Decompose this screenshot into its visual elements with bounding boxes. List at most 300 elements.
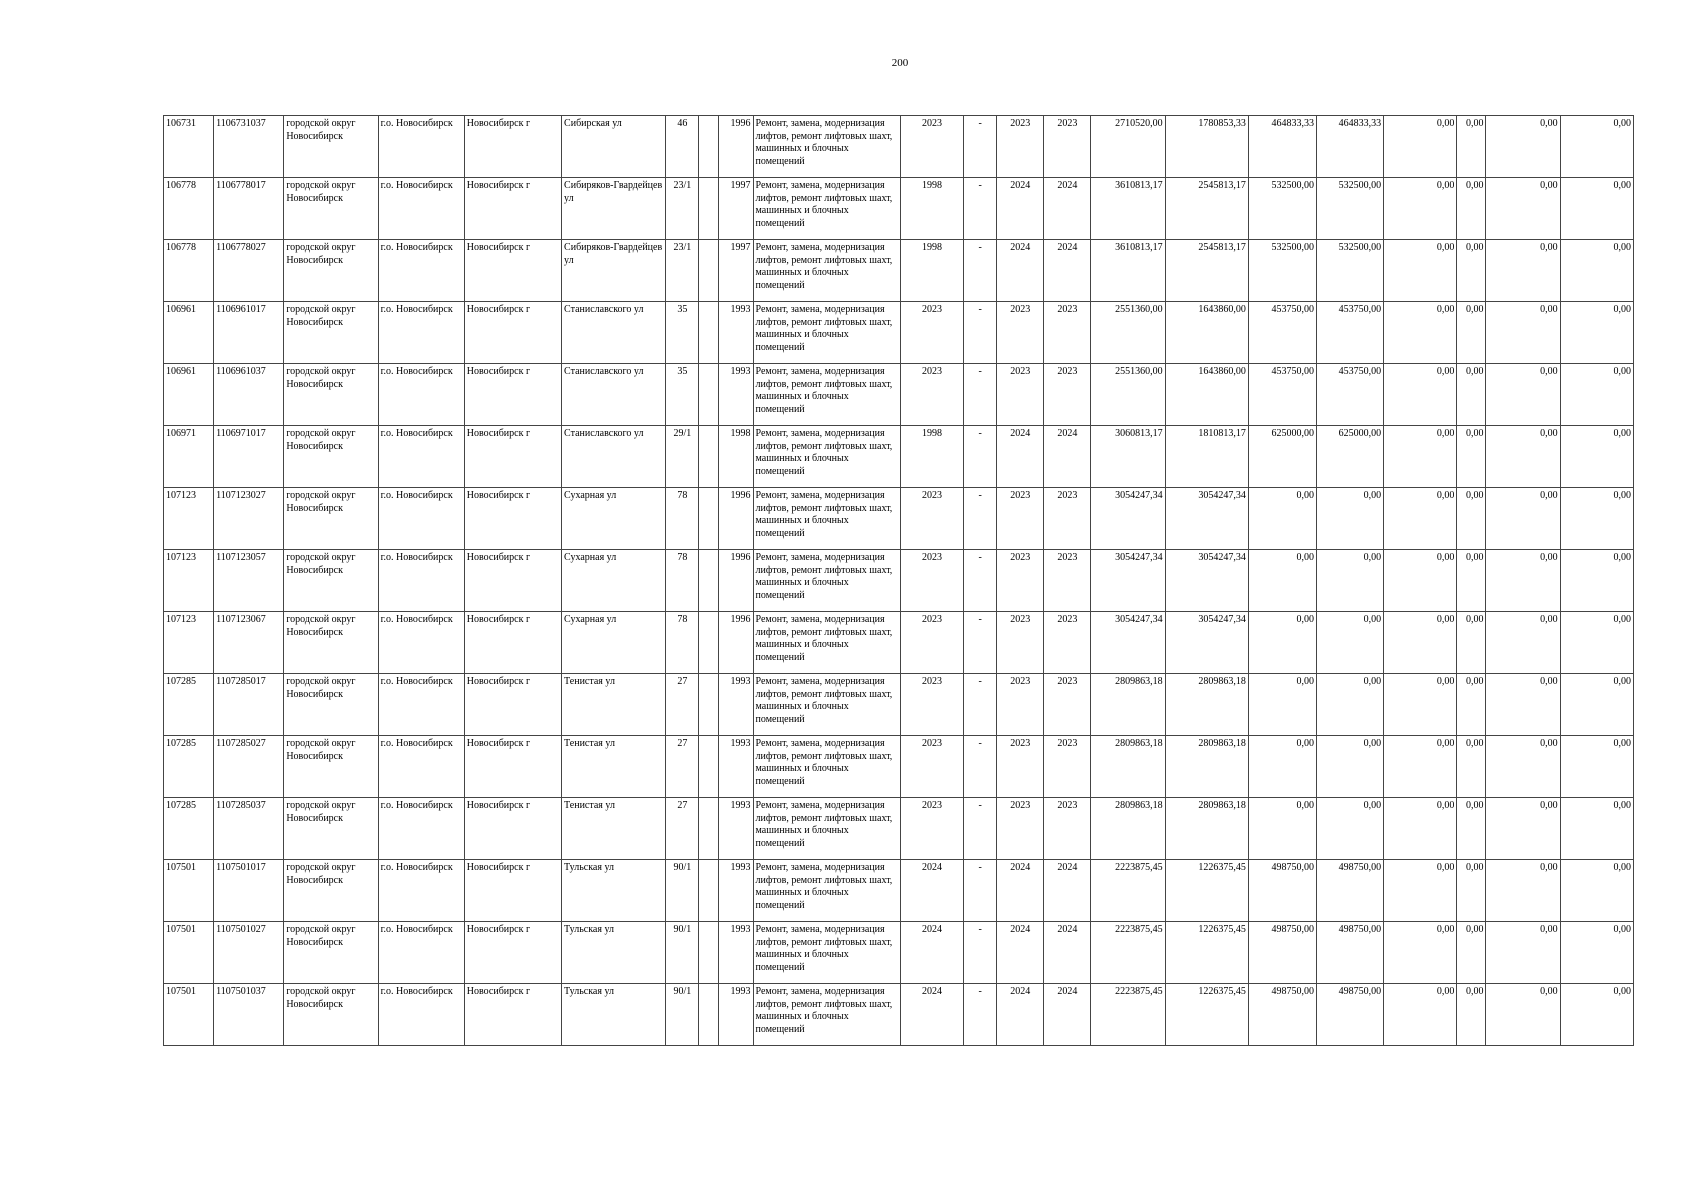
year-built-cell: 1993 (719, 302, 753, 364)
dash-cell: - (964, 922, 997, 984)
budget-cost-cell: 0,00 (1248, 798, 1316, 860)
house-id-cell: 106731 (164, 116, 214, 178)
work-type-cell: Ремонт, замена, модернизация лифтов, ремонт лифтовых шахт, машинных и блочных помещений (753, 922, 900, 984)
house-id-cell: 106778 (164, 178, 214, 240)
plan-year-cell: 2023 (1044, 364, 1091, 426)
table-body (164, 116, 1634, 1046)
municipality-cell: городской округ Новосибирск (284, 860, 378, 922)
local-budget-cell: 0,00 (1384, 736, 1457, 798)
plan-year-cell: 2023 (1044, 674, 1091, 736)
total-cost-cell: 2551360,00 (1091, 302, 1165, 364)
budget-subsidy-cell: 532500,00 (1317, 178, 1384, 240)
plan-year-cell: 2023 (1044, 798, 1091, 860)
fund-cost-cell: 2809863,18 (1165, 798, 1248, 860)
table-row (164, 984, 1634, 1046)
street-cell: Тенистая ул (562, 674, 666, 736)
work-type-cell: Ремонт, замена, модернизация лифтов, ремонт лифтовых шахт, машинных и блочных помещений (753, 364, 900, 426)
extra-funds-cell: 0,00 (1560, 364, 1633, 426)
dash-cell: - (964, 984, 997, 1046)
work-type-cell: Ремонт, замена, модернизация лифтов, ремонт лифтовых шахт, машинных и блочных помещений (753, 674, 900, 736)
municipality-cell: городской округ Новосибирск (284, 550, 378, 612)
budget-cost-cell: 498750,00 (1248, 860, 1316, 922)
owners-funds-cell: 0,00 (1486, 612, 1560, 674)
total-cost-cell: 3610813,17 (1091, 240, 1165, 302)
house-number-cell: 23/1 (666, 178, 699, 240)
locality-cell: Новосибирск г (464, 798, 561, 860)
work-type-cell: Ремонт, замена, модернизация лифтов, ремонт лифтовых шахт, машинных и блочных помещений (753, 550, 900, 612)
other-funds-cell: 0,00 (1457, 550, 1486, 612)
municipal-district-cell: г.о. Новосибирск (378, 674, 464, 736)
table-row (164, 860, 1634, 922)
municipal-district-cell: г.о. Новосибирск (378, 240, 464, 302)
house-number-cell: 90/1 (666, 984, 699, 1046)
budget-cost-cell: 0,00 (1248, 674, 1316, 736)
municipal-district-cell: г.о. Новосибирск (378, 550, 464, 612)
last-repair-year-cell: 2023 (900, 364, 963, 426)
municipality-cell: городской округ Новосибирск (284, 302, 378, 364)
owners-funds-cell: 0,00 (1486, 116, 1560, 178)
extra-funds-cell: 0,00 (1560, 798, 1633, 860)
last-repair-year-cell: 2023 (900, 736, 963, 798)
plan-year-cell: 2023 (1044, 550, 1091, 612)
house-id-cell: 107501 (164, 922, 214, 984)
planned-year-cell: 2023 (997, 488, 1044, 550)
house-number-cell: 35 (666, 302, 699, 364)
work-type-cell: Ремонт, замена, модернизация лифтов, ремонт лифтовых шахт, машинных и блочных помещений (753, 240, 900, 302)
element-id-cell: 1107285017 (214, 674, 284, 736)
municipality-cell: городской округ Новосибирск (284, 798, 378, 860)
street-cell: Станиславского ул (562, 364, 666, 426)
local-budget-cell: 0,00 (1384, 674, 1457, 736)
year-built-cell: 1993 (719, 984, 753, 1046)
budget-subsidy-cell: 532500,00 (1317, 240, 1384, 302)
plan-year-cell: 2023 (1044, 488, 1091, 550)
building-cell (699, 240, 719, 302)
extra-funds-cell: 0,00 (1560, 922, 1633, 984)
plan-year-cell: 2023 (1044, 736, 1091, 798)
last-repair-year-cell: 2023 (900, 550, 963, 612)
element-id-cell: 1106778017 (214, 178, 284, 240)
year-built-cell: 1998 (719, 426, 753, 488)
table-row (164, 426, 1634, 488)
house-number-cell: 27 (666, 798, 699, 860)
municipality-cell: городской округ Новосибирск (284, 426, 378, 488)
table-row (164, 116, 1634, 178)
year-built-cell: 1997 (719, 178, 753, 240)
table-row (164, 240, 1634, 302)
house-id-cell: 107285 (164, 736, 214, 798)
street-cell: Тульская ул (562, 922, 666, 984)
extra-funds-cell: 0,00 (1560, 860, 1633, 922)
last-repair-year-cell: 2023 (900, 674, 963, 736)
municipality-cell: городской округ Новосибирск (284, 736, 378, 798)
budget-subsidy-cell: 464833,33 (1317, 116, 1384, 178)
other-funds-cell: 0,00 (1457, 426, 1486, 488)
house-id-cell: 106971 (164, 426, 214, 488)
year-built-cell: 1993 (719, 922, 753, 984)
local-budget-cell: 0,00 (1384, 488, 1457, 550)
building-cell (699, 922, 719, 984)
extra-funds-cell: 0,00 (1560, 178, 1633, 240)
street-cell: Сибирская ул (562, 116, 666, 178)
total-cost-cell: 3054247,34 (1091, 488, 1165, 550)
planned-year-cell: 2023 (997, 674, 1044, 736)
last-repair-year-cell: 2024 (900, 922, 963, 984)
plan-year-cell: 2024 (1044, 240, 1091, 302)
dash-cell: - (964, 240, 997, 302)
house-number-cell: 35 (666, 364, 699, 426)
budget-subsidy-cell: 0,00 (1317, 736, 1384, 798)
local-budget-cell: 0,00 (1384, 922, 1457, 984)
municipal-district-cell: г.о. Новосибирск (378, 178, 464, 240)
street-cell: Сухарная ул (562, 488, 666, 550)
street-cell: Тульская ул (562, 984, 666, 1046)
table-row (164, 612, 1634, 674)
table-row (164, 922, 1634, 984)
dash-cell: - (964, 612, 997, 674)
planned-year-cell: 2023 (997, 736, 1044, 798)
other-funds-cell: 0,00 (1457, 612, 1486, 674)
other-funds-cell: 0,00 (1457, 364, 1486, 426)
last-repair-year-cell: 2024 (900, 860, 963, 922)
plan-year-cell: 2024 (1044, 922, 1091, 984)
owners-funds-cell: 0,00 (1486, 550, 1560, 612)
fund-cost-cell: 2809863,18 (1165, 736, 1248, 798)
local-budget-cell: 0,00 (1384, 860, 1457, 922)
year-built-cell: 1993 (719, 798, 753, 860)
year-built-cell: 1996 (719, 612, 753, 674)
owners-funds-cell: 0,00 (1486, 240, 1560, 302)
locality-cell: Новосибирск г (464, 178, 561, 240)
local-budget-cell: 0,00 (1384, 426, 1457, 488)
year-built-cell: 1996 (719, 116, 753, 178)
element-id-cell: 1106778027 (214, 240, 284, 302)
budget-cost-cell: 498750,00 (1248, 922, 1316, 984)
other-funds-cell: 0,00 (1457, 860, 1486, 922)
local-budget-cell: 0,00 (1384, 612, 1457, 674)
local-budget-cell: 0,00 (1384, 116, 1457, 178)
total-cost-cell: 2710520,00 (1091, 116, 1165, 178)
municipal-district-cell: г.о. Новосибирск (378, 984, 464, 1046)
fund-cost-cell: 1810813,17 (1165, 426, 1248, 488)
building-cell (699, 178, 719, 240)
local-budget-cell: 0,00 (1384, 302, 1457, 364)
municipality-cell: городской округ Новосибирск (284, 674, 378, 736)
fund-cost-cell: 1780853,33 (1165, 116, 1248, 178)
building-cell (699, 488, 719, 550)
plan-year-cell: 2024 (1044, 426, 1091, 488)
total-cost-cell: 2551360,00 (1091, 364, 1165, 426)
element-id-cell: 1107285037 (214, 798, 284, 860)
house-number-cell: 27 (666, 736, 699, 798)
locality-cell: Новосибирск г (464, 550, 561, 612)
plan-year-cell: 2024 (1044, 178, 1091, 240)
fund-cost-cell: 1643860,00 (1165, 302, 1248, 364)
budget-cost-cell: 532500,00 (1248, 240, 1316, 302)
house-number-cell: 23/1 (666, 240, 699, 302)
capital-repair-table (163, 115, 1634, 1046)
locality-cell: Новосибирск г (464, 860, 561, 922)
dash-cell: - (964, 426, 997, 488)
table-row (164, 798, 1634, 860)
plan-year-cell: 2023 (1044, 302, 1091, 364)
plan-year-cell: 2023 (1044, 116, 1091, 178)
year-built-cell: 1993 (719, 736, 753, 798)
municipality-cell: городской округ Новосибирск (284, 240, 378, 302)
locality-cell: Новосибирск г (464, 488, 561, 550)
work-type-cell: Ремонт, замена, модернизация лифтов, ремонт лифтовых шахт, машинных и блочных помещений (753, 488, 900, 550)
element-id-cell: 1107285027 (214, 736, 284, 798)
extra-funds-cell: 0,00 (1560, 488, 1633, 550)
work-type-cell: Ремонт, замена, модернизация лифтов, ремонт лифтовых шахт, машинных и блочных помещений (753, 612, 900, 674)
owners-funds-cell: 0,00 (1486, 302, 1560, 364)
other-funds-cell: 0,00 (1457, 736, 1486, 798)
fund-cost-cell: 2545813,17 (1165, 178, 1248, 240)
other-funds-cell: 0,00 (1457, 798, 1486, 860)
house-id-cell: 107501 (164, 984, 214, 1046)
house-id-cell: 106961 (164, 302, 214, 364)
other-funds-cell: 0,00 (1457, 178, 1486, 240)
element-id-cell: 1106731037 (214, 116, 284, 178)
extra-funds-cell: 0,00 (1560, 426, 1633, 488)
street-cell: Станиславского ул (562, 302, 666, 364)
municipality-cell: городской округ Новосибирск (284, 364, 378, 426)
house-number-cell: 78 (666, 550, 699, 612)
street-cell: Тенистая ул (562, 736, 666, 798)
element-id-cell: 1106971017 (214, 426, 284, 488)
budget-cost-cell: 0,00 (1248, 612, 1316, 674)
work-type-cell: Ремонт, замена, модернизация лифтов, ремонт лифтовых шахт, машинных и блочных помещений (753, 736, 900, 798)
fund-cost-cell: 3054247,34 (1165, 550, 1248, 612)
building-cell (699, 736, 719, 798)
local-budget-cell: 0,00 (1384, 550, 1457, 612)
municipal-district-cell: г.о. Новосибирск (378, 736, 464, 798)
planned-year-cell: 2024 (997, 178, 1044, 240)
extra-funds-cell: 0,00 (1560, 612, 1633, 674)
municipal-district-cell: г.о. Новосибирск (378, 488, 464, 550)
last-repair-year-cell: 1998 (900, 178, 963, 240)
fund-cost-cell: 2809863,18 (1165, 674, 1248, 736)
extra-funds-cell: 0,00 (1560, 736, 1633, 798)
budget-cost-cell: 532500,00 (1248, 178, 1316, 240)
local-budget-cell: 0,00 (1384, 178, 1457, 240)
owners-funds-cell: 0,00 (1486, 736, 1560, 798)
house-number-cell: 29/1 (666, 426, 699, 488)
extra-funds-cell: 0,00 (1560, 116, 1633, 178)
extra-funds-cell: 0,00 (1560, 674, 1633, 736)
dash-cell: - (964, 550, 997, 612)
planned-year-cell: 2024 (997, 860, 1044, 922)
owners-funds-cell: 0,00 (1486, 674, 1560, 736)
year-built-cell: 1996 (719, 550, 753, 612)
element-id-cell: 1106961037 (214, 364, 284, 426)
planned-year-cell: 2023 (997, 116, 1044, 178)
municipal-district-cell: г.о. Новосибирск (378, 922, 464, 984)
element-id-cell: 1107501027 (214, 922, 284, 984)
budget-cost-cell: 0,00 (1248, 736, 1316, 798)
budget-subsidy-cell: 498750,00 (1317, 860, 1384, 922)
dash-cell: - (964, 736, 997, 798)
fund-cost-cell: 3054247,34 (1165, 488, 1248, 550)
owners-funds-cell: 0,00 (1486, 860, 1560, 922)
budget-cost-cell: 0,00 (1248, 488, 1316, 550)
budget-subsidy-cell: 453750,00 (1317, 364, 1384, 426)
budget-subsidy-cell: 498750,00 (1317, 922, 1384, 984)
table-row (164, 488, 1634, 550)
dash-cell: - (964, 178, 997, 240)
table-row (164, 302, 1634, 364)
building-cell (699, 302, 719, 364)
municipality-cell: городской округ Новосибирск (284, 116, 378, 178)
house-id-cell: 107123 (164, 488, 214, 550)
building-cell (699, 116, 719, 178)
locality-cell: Новосибирск г (464, 736, 561, 798)
municipality-cell: городской округ Новосибирск (284, 178, 378, 240)
dash-cell: - (964, 364, 997, 426)
last-repair-year-cell: 2023 (900, 798, 963, 860)
work-type-cell: Ремонт, замена, модернизация лифтов, ремонт лифтовых шахт, машинных и блочных помещений (753, 860, 900, 922)
dash-cell: - (964, 674, 997, 736)
year-built-cell: 1993 (719, 364, 753, 426)
house-number-cell: 27 (666, 674, 699, 736)
house-number-cell: 78 (666, 488, 699, 550)
locality-cell: Новосибирск г (464, 364, 561, 426)
extra-funds-cell: 0,00 (1560, 302, 1633, 364)
locality-cell: Новосибирск г (464, 302, 561, 364)
building-cell (699, 426, 719, 488)
last-repair-year-cell: 2024 (900, 984, 963, 1046)
extra-funds-cell: 0,00 (1560, 550, 1633, 612)
other-funds-cell: 0,00 (1457, 240, 1486, 302)
table-row (164, 674, 1634, 736)
total-cost-cell: 3060813,17 (1091, 426, 1165, 488)
municipal-district-cell: г.о. Новосибирск (378, 302, 464, 364)
dash-cell: - (964, 116, 997, 178)
budget-subsidy-cell: 453750,00 (1317, 302, 1384, 364)
year-built-cell: 1996 (719, 488, 753, 550)
other-funds-cell: 0,00 (1457, 984, 1486, 1046)
table-row (164, 736, 1634, 798)
work-type-cell: Ремонт, замена, модернизация лифтов, ремонт лифтовых шахт, машинных и блочных помещений (753, 302, 900, 364)
locality-cell: Новосибирск г (464, 612, 561, 674)
element-id-cell: 1106961017 (214, 302, 284, 364)
table-row (164, 550, 1634, 612)
fund-cost-cell: 1226375,45 (1165, 860, 1248, 922)
owners-funds-cell: 0,00 (1486, 922, 1560, 984)
building-cell (699, 550, 719, 612)
house-id-cell: 106961 (164, 364, 214, 426)
locality-cell: Новосибирск г (464, 984, 561, 1046)
total-cost-cell: 2223875,45 (1091, 984, 1165, 1046)
extra-funds-cell: 0,00 (1560, 240, 1633, 302)
budget-subsidy-cell: 0,00 (1317, 488, 1384, 550)
municipality-cell: городской округ Новосибирск (284, 488, 378, 550)
street-cell: Станиславского ул (562, 426, 666, 488)
locality-cell: Новосибирск г (464, 240, 561, 302)
other-funds-cell: 0,00 (1457, 922, 1486, 984)
page-number: 200 (891, 57, 909, 69)
street-cell: Сибиряков-Гвардейцев ул (562, 240, 666, 302)
budget-cost-cell: 453750,00 (1248, 302, 1316, 364)
fund-cost-cell: 1643860,00 (1165, 364, 1248, 426)
street-cell: Тульская ул (562, 860, 666, 922)
building-cell (699, 674, 719, 736)
dash-cell: - (964, 860, 997, 922)
fund-cost-cell: 3054247,34 (1165, 612, 1248, 674)
building-cell (699, 984, 719, 1046)
street-cell: Сибиряков-Гвардейцев ул (562, 178, 666, 240)
year-built-cell: 1993 (719, 674, 753, 736)
total-cost-cell: 2223875,45 (1091, 922, 1165, 984)
owners-funds-cell: 0,00 (1486, 798, 1560, 860)
house-id-cell: 107123 (164, 612, 214, 674)
house-id-cell: 106778 (164, 240, 214, 302)
municipal-district-cell: г.о. Новосибирск (378, 116, 464, 178)
element-id-cell: 1107123057 (214, 550, 284, 612)
work-type-cell: Ремонт, замена, модернизация лифтов, ремонт лифтовых шахт, машинных и блочных помещений (753, 426, 900, 488)
total-cost-cell: 2223875,45 (1091, 860, 1165, 922)
local-budget-cell: 0,00 (1384, 240, 1457, 302)
last-repair-year-cell: 1998 (900, 240, 963, 302)
fund-cost-cell: 2545813,17 (1165, 240, 1248, 302)
last-repair-year-cell: 2023 (900, 116, 963, 178)
locality-cell: Новосибирск г (464, 116, 561, 178)
building-cell (699, 860, 719, 922)
planned-year-cell: 2023 (997, 612, 1044, 674)
year-built-cell: 1993 (719, 860, 753, 922)
budget-subsidy-cell: 0,00 (1317, 674, 1384, 736)
owners-funds-cell: 0,00 (1486, 984, 1560, 1046)
last-repair-year-cell: 2023 (900, 488, 963, 550)
budget-cost-cell: 0,00 (1248, 550, 1316, 612)
table-row (164, 178, 1634, 240)
element-id-cell: 1107123067 (214, 612, 284, 674)
street-cell: Сухарная ул (562, 550, 666, 612)
building-cell (699, 364, 719, 426)
street-cell: Тенистая ул (562, 798, 666, 860)
budget-subsidy-cell: 0,00 (1317, 798, 1384, 860)
building-cell (699, 612, 719, 674)
owners-funds-cell: 0,00 (1486, 426, 1560, 488)
total-cost-cell: 3054247,34 (1091, 612, 1165, 674)
total-cost-cell: 2809863,18 (1091, 736, 1165, 798)
municipal-district-cell: г.о. Новосибирск (378, 860, 464, 922)
house-id-cell: 107501 (164, 860, 214, 922)
house-number-cell: 78 (666, 612, 699, 674)
municipal-district-cell: г.о. Новосибирск (378, 798, 464, 860)
planned-year-cell: 2023 (997, 550, 1044, 612)
last-repair-year-cell: 2023 (900, 612, 963, 674)
fund-cost-cell: 1226375,45 (1165, 922, 1248, 984)
extra-funds-cell: 0,00 (1560, 984, 1633, 1046)
last-repair-year-cell: 2023 (900, 302, 963, 364)
owners-funds-cell: 0,00 (1486, 488, 1560, 550)
dash-cell: - (964, 488, 997, 550)
dash-cell: - (964, 302, 997, 364)
house-number-cell: 90/1 (666, 922, 699, 984)
dash-cell: - (964, 798, 997, 860)
municipality-cell: городской округ Новосибирск (284, 922, 378, 984)
locality-cell: Новосибирск г (464, 922, 561, 984)
work-type-cell: Ремонт, замена, модернизация лифтов, ремонт лифтовых шахт, машинных и блочных помещений (753, 178, 900, 240)
element-id-cell: 1107501017 (214, 860, 284, 922)
budget-cost-cell: 625000,00 (1248, 426, 1316, 488)
year-built-cell: 1997 (719, 240, 753, 302)
work-type-cell: Ремонт, замена, модернизация лифтов, ремонт лифтовых шахт, машинных и блочных помещений (753, 798, 900, 860)
other-funds-cell: 0,00 (1457, 116, 1486, 178)
fund-cost-cell: 1226375,45 (1165, 984, 1248, 1046)
last-repair-year-cell: 1998 (900, 426, 963, 488)
